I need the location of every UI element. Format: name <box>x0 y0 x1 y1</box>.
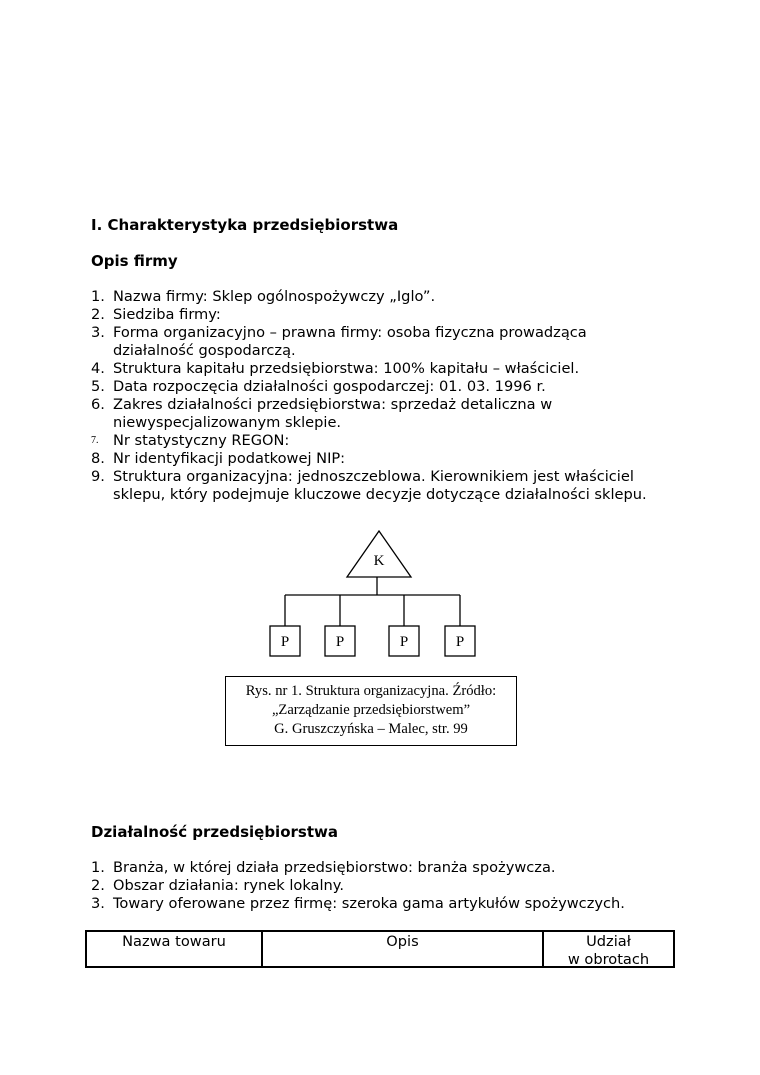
list-item: 7. Nr statystyczny REGON: <box>91 432 290 449</box>
list-item: 3. Towary oferowane przez firmę: szeroka gama artykułów spożywczych. <box>91 895 625 912</box>
list-item: 1. Branża, w której działa przedsiębiorstwo: branża spożywcza. <box>91 859 556 876</box>
caption-line: G. Gruszczyńska – Malec, str. 99 <box>274 721 468 737</box>
company-description-heading: Opis firmy <box>91 252 178 270</box>
caption-line: „Zarządzanie przedsiębiorstwem” <box>271 702 471 718</box>
table-header-cell: Opis <box>263 932 544 966</box>
list-item: 8. Nr identyfikacji podatkowej NIP: <box>91 450 346 467</box>
list-item: 1. Nazwa firmy: Sklep ogólnospożywczy „Iglo”. <box>91 288 436 305</box>
business-activity-list <box>91 859 681 913</box>
org-node-manager: K <box>373 553 385 569</box>
org-node-employee: P <box>335 634 345 650</box>
table-header-cell: Udział w obrotach <box>567 933 650 968</box>
list-item: 2. Obszar działania: rynek lokalny. <box>91 877 344 894</box>
org-node-employee: P <box>455 634 465 650</box>
section-title: I. Charakterystyka przedsiębiorstwa <box>91 216 399 234</box>
business-activity-heading: Działalność przedsiębiorstwa <box>91 823 338 841</box>
figure-caption <box>225 676 517 746</box>
company-description-list <box>91 288 681 504</box>
list-item: 4. Struktura kapitału przedsiębiorstwa: 100% kapitału – właściciel. <box>91 360 580 377</box>
list-item: 2. Siedziba firmy: <box>91 306 221 323</box>
table-header-cell: Nazwa towaru <box>87 932 263 966</box>
list-item: 6. Zakres działalności przedsiębiorstwa: sprzedaż detaliczna w niewyspecjalizowanym sklepie. <box>91 396 553 431</box>
org-node-employee: P <box>280 634 290 650</box>
list-item: 3. Forma organizacyjno – prawna firmy: osoba fizyczna prowadząca działalność gospodarczą. <box>91 324 587 359</box>
goods-table <box>85 930 675 968</box>
caption-line: Rys. nr 1. Struktura organizacyjna. Źródło: <box>245 683 497 699</box>
list-item: 5. Data rozpoczęcia działalności gospodarczej: 01. 03. 1996 r. <box>91 378 546 395</box>
org-node-employee: P <box>399 634 409 650</box>
list-item: 9. Struktura organizacyjna: jednoszczeblowa. Kierownikiem jest właściciel sklepu, który podejmuje kluczowe decyzje dotyczące działalności sklepu. <box>91 468 647 503</box>
